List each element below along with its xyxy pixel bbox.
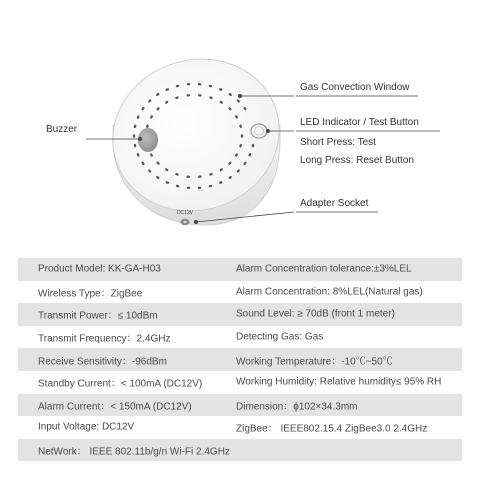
detector-body: [93, 38, 299, 233]
spec-right-value: Dimension：ϕ102×34.3mm: [236, 401, 358, 413]
spec-right-value: Alarm Concentration tolerance:±3%LEL: [236, 263, 412, 275]
vent-hole: [241, 134, 243, 138]
buzzer-callout: Buzzer: [46, 124, 78, 135]
spec-row: [18, 394, 462, 417]
spec-row: [18, 326, 462, 349]
spec-row: [18, 348, 462, 371]
spec-left-value: NetWork： IEEE 802.11b/g/n Wi-Fi 2.4GHz: [38, 446, 230, 458]
spec-row: [18, 416, 462, 439]
spec-right-value: ZigBee： IEEE802.15.4 ZigBee3.0 2.4GHz: [236, 423, 428, 435]
gas-window-callout: Gas Convection Window: [300, 82, 410, 93]
spec-right-value: Sound Level: ≥ 70dB (front 1 meter): [236, 308, 395, 320]
spec-left-value: Wireless Type：ZigBee: [38, 288, 143, 300]
led-callout: LED Indicator / Test Button: [300, 117, 419, 128]
spec-right-value: Working Humidity: Relative humidity≤ 95% RH: [236, 376, 442, 388]
long-press-callout: Long Press: Reset Button: [300, 155, 414, 166]
spec-row: [18, 258, 462, 281]
spec-left-value: Transmit Power：≤ 10dBm: [38, 310, 158, 322]
spec-right-value: Detecting Gas: Gas: [236, 331, 324, 343]
socket-label: DC12V: [176, 210, 194, 216]
spec-right-value: Alarm Concentration: 8%LEL(Natural gas): [236, 286, 423, 298]
spec-row: [18, 303, 462, 326]
adapter-callout: Adapter Socket: [300, 198, 369, 209]
spec-left-value: Product Model: KK-GA-H03: [38, 263, 161, 275]
spec-left-value: Receive Sensitivity：-96dBm: [38, 356, 167, 368]
spec-row: [18, 439, 462, 462]
vent-hole: [133, 134, 135, 138]
spec-row: [18, 371, 462, 394]
spec-right-value: Working Temperature：-10℃~50℃: [236, 356, 393, 368]
spec-table: [18, 258, 462, 461]
short-press-callout: Short Press: Test: [300, 137, 376, 148]
led-test-button[interactable]: [251, 124, 267, 138]
spec-left-value: Alarm Current：< 150mA (DC12V): [38, 401, 192, 413]
spec-left-value: Standby Current：< 100mA (DC12V): [38, 378, 203, 390]
spec-left-value: Transmit Frequency：2.4GHz: [38, 333, 171, 345]
spec-row: [18, 281, 462, 304]
spec-left-value: Input Voltage: DC12V: [38, 421, 135, 433]
